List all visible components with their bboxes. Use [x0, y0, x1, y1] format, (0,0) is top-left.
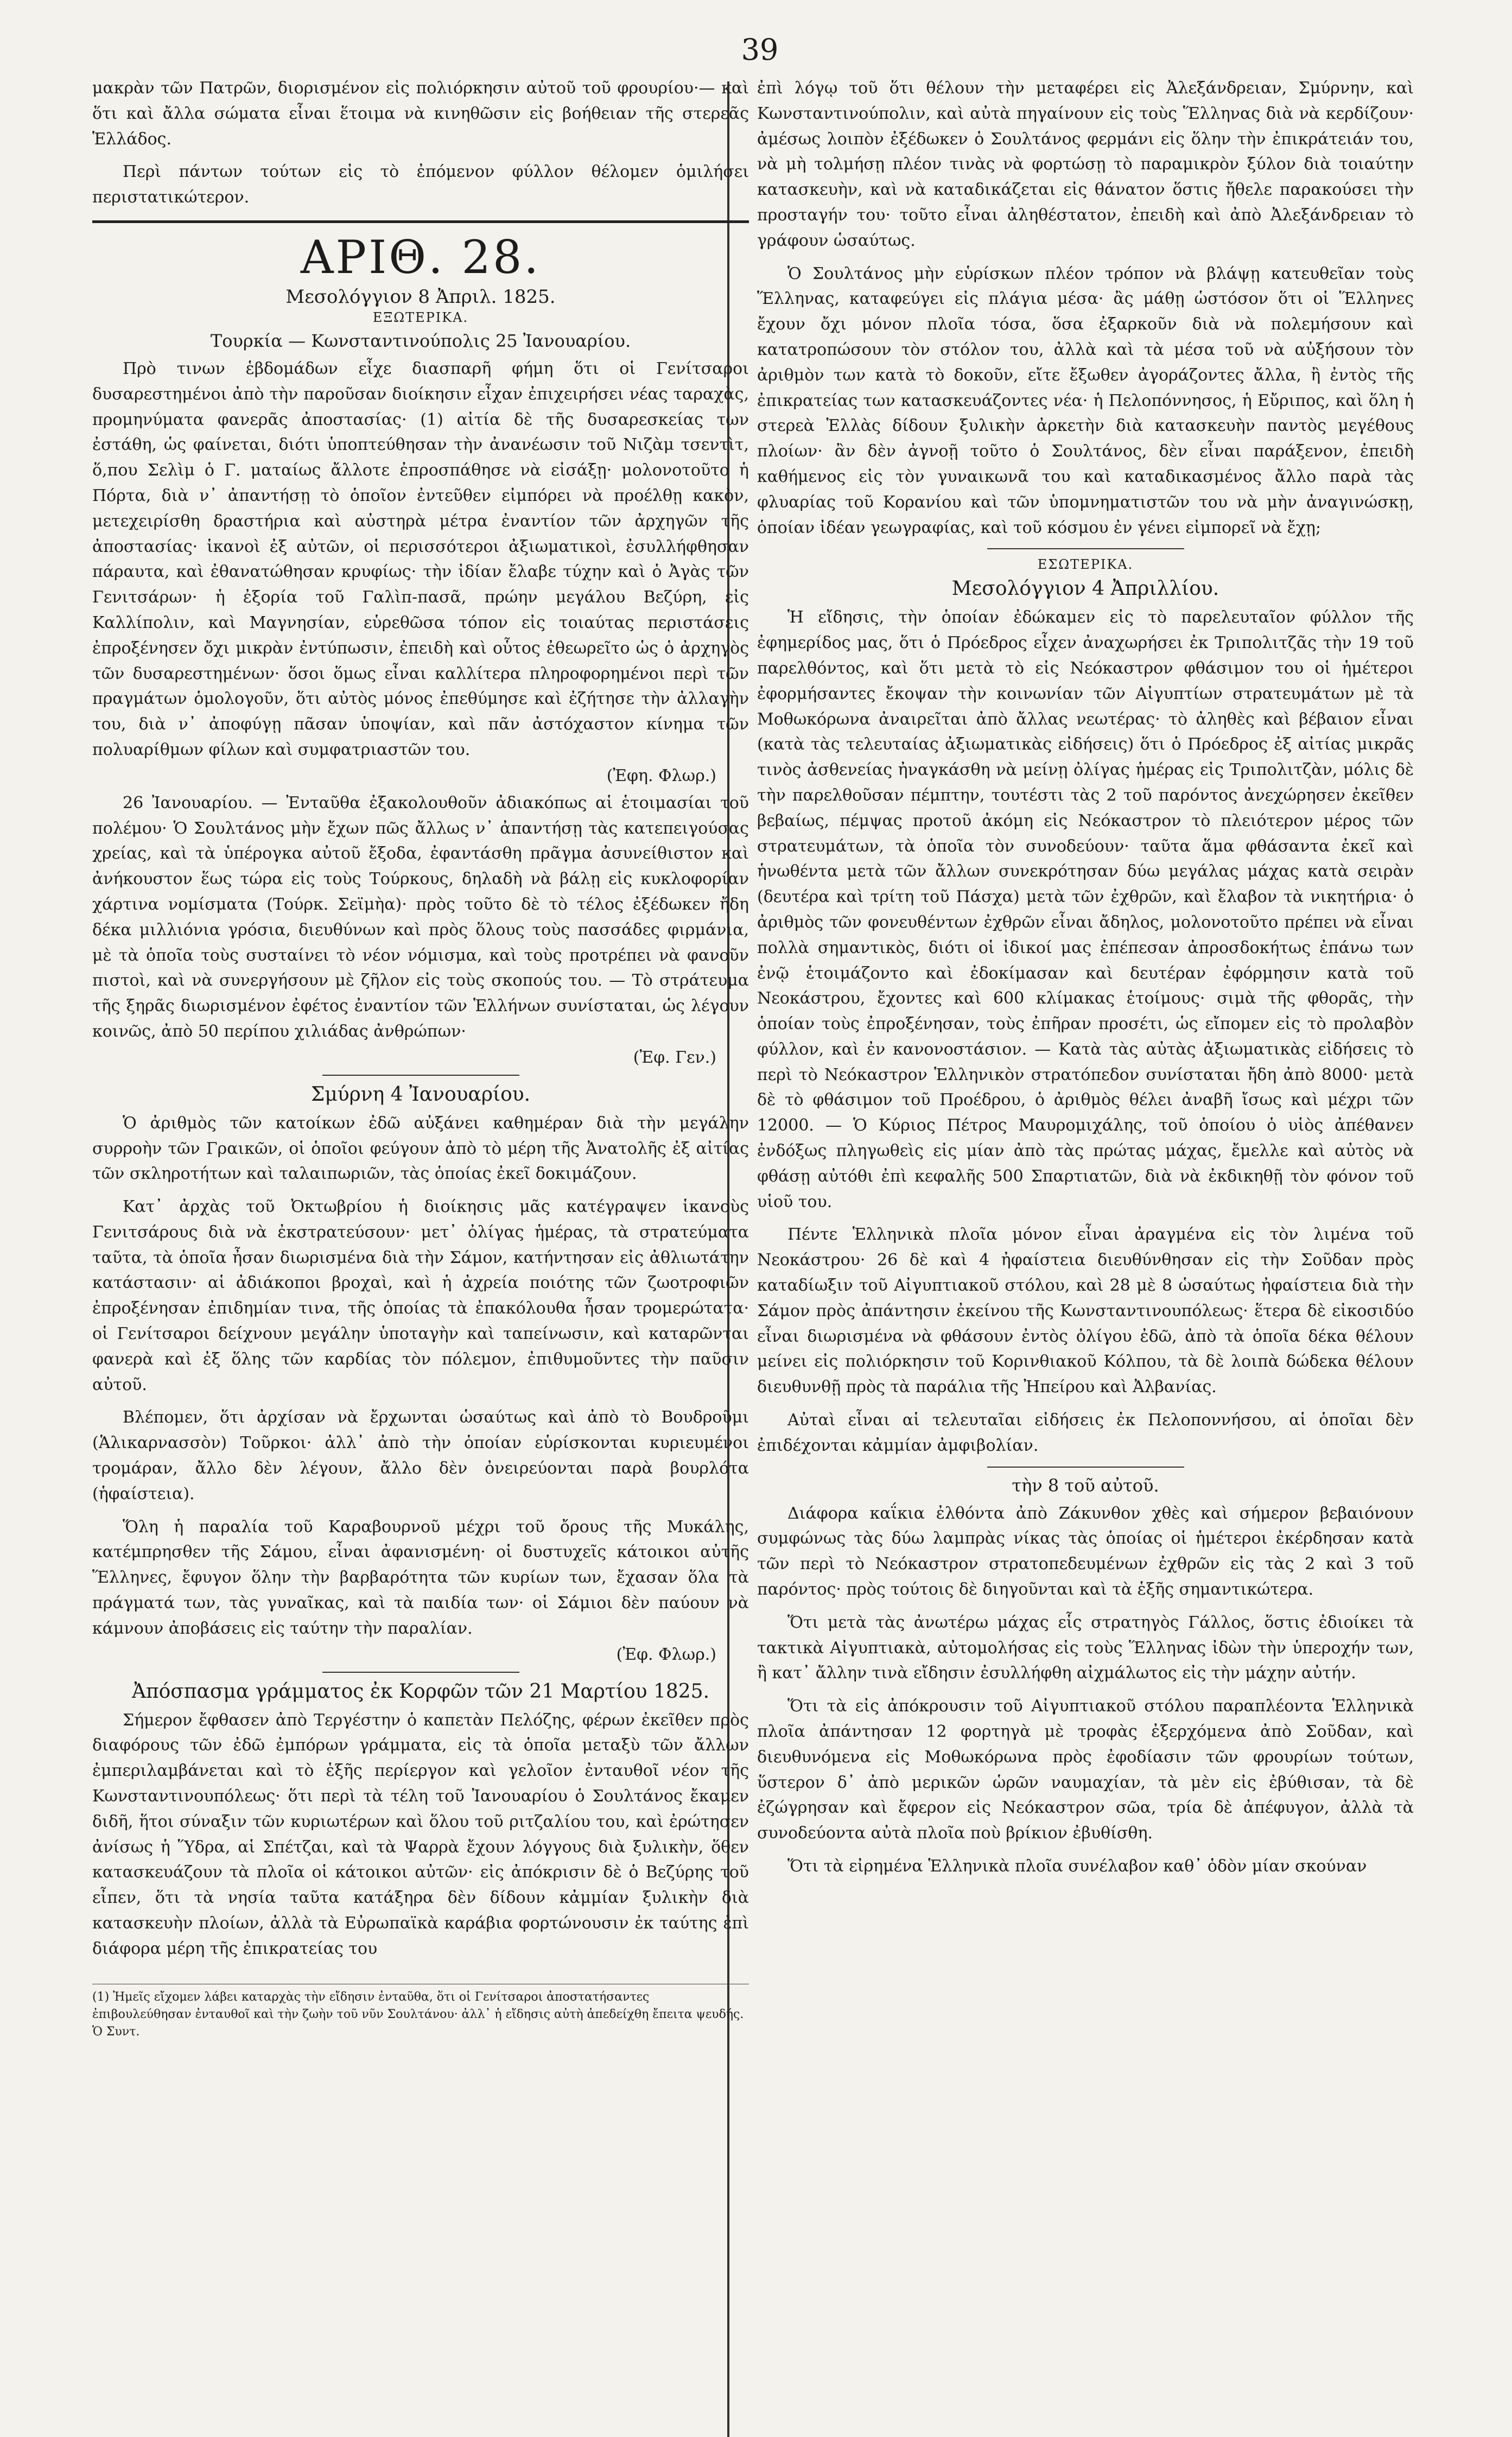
- article-paragraph: Ὅτι τὰ εἰρημένα Ἑλληνικὰ πλοῖα συνέλαβον καθ᾽ ὁδὸν μίαν σκούναν: [787, 1857, 1367, 1876]
- apr8-heading: τὴν 8 τοῦ αὐτοῦ.: [1012, 1475, 1159, 1496]
- issue-title: ΑΡΙΘ. 28.: [300, 230, 541, 284]
- article-paragraph: Ὅτι μετὰ τὰς ἀνωτέρω μάχας εἷς στρατηγὸς Γάλλος, ὅστις ἐδιοίκει τὰ τακτικὰ Αἰγυπτιακὰ, αὐτομολήσας εἰς τοὺς Ἕλληνας ἰδὼν τὴν ὑπεροχήν των, ἢ κατ᾽ ἄλλην τινὰ εἴδησιν ἐσυλλήφθη αἰχμάλωτος εἰς τὴν μάχην αὐτήν.: [757, 1613, 1414, 1683]
- right-column: [757, 76, 1414, 1887]
- article-paragraph: Σήμερον ἔφθασεν ἀπὸ Τεργέστην ὁ καπετὰν Πελόζης, φέρων ἐκεῖθεν πρὸς διαφόρους τῶν ἐδῶ ἐμπόρων γράμματα, εἰς τὰ ὁποῖα μεταξὺ τῶν ἄλλων ἐμπεριλαμβάνεται καὶ τὸ ἑξῆς περίεργον καὶ γελοῖον ἐνταυθοῖ νέον τῆς Κωνσταντινουπόλεως· ὅτι περὶ τὰ τέλη τοῦ Ἰανουαρίου ὁ Σουλτάνος ἔκαμεν διδῆ, ἥτοι σύναξιν τῶν κυριωτέρων καὶ ὅλου τοῦ ριτζαλίου του, καὶ ἐρώτησεν ἀνίσως ἡ Ὕδρα, αἱ Σπέτζαι, καὶ τὰ Ψαρρὰ ἔχουν λόγγους διὰ ξυλικὴν, ὅθεν κατασκευάζουν τὰ πλοῖα οἱ κάτοικοι αὐτῶν· εἰς ἀπόκρισιν δὲ ὁ Βεζύρης τοῦ εἶπεν, ὅτι τὰ νησία ταῦτα κατάξηρα δὲν δίδουν κἀμμίαν ξυλικὴν διὰ κατασκευὴν πλοίων, ἀλλὰ τὰ Εὐρωπαϊκὰ καράβια φορτώνουσιν ἐκ ταύτης ἐπὶ διάφορα μέρη τῆς ἐπικρατείας του: [92, 1710, 749, 1958]
- turkey-heading: Τουρκία — Κωνσταντινούπολις 25 Ἰανουαρίου.: [210, 330, 631, 351]
- footnote: (1) Ἠμεῖς εἴχομεν λάβει καταρχὰς τὴν εἴδησιν ἐνταῦθα, ὅτι οἱ Γενίτσαροι ἀποστατήσαντες ἐπιβουλεύθησαν ἐνταυθοῖ καὶ τὴν ζωὴν τοῦ νῦν Σουλτάνου· ἀλλ᾽ ἡ εἴδησις αὐτὴ ἀπεδείχθη ἔπειτα ψευδής. Ὁ Συντ.: [92, 1984, 749, 2041]
- section-foreign-heading: ΕΞΩΤΕΡΙΚΑ.: [372, 309, 469, 325]
- issue-dateline: Μεσολόγγιον 8 Ἀπριλ. 1825.: [285, 285, 556, 308]
- article-paragraph: Βλέπομεν, ὅτι ἀρχίσαν νὰ ἔρχωνται ὡσαύτως καὶ ἀπὸ τὸ Βουδροῦμι (Ἁλικαρνασσὸν) Τοῦρκοι· ἀλλ᾽ ἀπὸ τὴν ὁποίαν εὑρίσκονται κυριευμένοι τρομάραν, ἄλλο δὲν λέγουν, ἄλλο δὲν ὀνειρεύονται παρὰ βουρλότα (ἡφαίστεια).: [92, 1408, 749, 1503]
- source-citation: (Ἐφ. Φλωρ.): [616, 1645, 716, 1664]
- article-paragraph: 26 Ἰανουαρίου. — Ἐνταῦθα ἐξακολουθοῦν ἀδιακόπως αἱ ἑτοιμασίαι τοῦ πολέμου· Ὁ Σουλτάνος μὴν ἔχων πῶς ἄλλως ν᾽ ἀπαντήσῃ τὰς κατεπειγούσας χρείας, καὶ τὰ ὑπέρογκα αὐτοῦ ἔξοδα, ἐφαντάσθη πρᾶγμα ἀσυνείθιστον καὶ ἀνήκουστον ἕως τώρα εἰς τοὺς Τούρκους, δηλαδὴ νὰ βάλῃ εἰς κυκλοφορίαν χάρτινα νομίσματα (Τούρκ. Σεϊμὴα)· πρὸς τοῦτο δὲ τὸ τέλος ἐξέδωκεν ἤδη δέκα μιλλιόνια γρόσια, διευθύνων καὶ πρὸς ὅλους τοὺς πασσάδες φιρμάνια, μὲ τὰ ὁποῖα τοὺς συσταίνει τὸ νέον νόμισμα, καὶ τοὺς προτρέπει νὰ φανοῦν πιστοὶ, καὶ νὰ συνεργήσουν μὲ ζῆλον εἰς τοὺς σκοπούς του. — Τὸ στράτευμα τῆς ξηρᾶς διωρισμένον ἐφέτος ἐναντίον τῶν Ἑλλήνων συνίσταται, ὡς λέγουν κοινῶς, ἀπὸ 50 περίπου χιλιάδας ἀνθρώπων·: [92, 793, 749, 1041]
- intro-paragraph: Περὶ πάντων τούτων εἰς τὸ ἐπόμενον φύλλον θέλομεν ὁμιλήσει περιστατικώτερον.: [92, 162, 749, 207]
- divider: [987, 548, 1184, 549]
- article-paragraph: Αὐταὶ εἶναι αἱ τελευταῖαι εἰδήσεις ἐκ Πελοποννήσου, αἱ ὁποῖαι δὲν ἐπιδέχονται κἀμμίαν ἀμφιβολίαν.: [757, 1411, 1414, 1455]
- article-paragraph: Ὅλη ἡ παραλία τοῦ Καραβουρνοῦ μέχρι τοῦ ὄρους τῆς Μυκάλης, κατέμπρησθεν τῆς Σάμου, εἶναι ἀφανισμένη· οἱ δυστυχεῖς κάτοικοι αὐτῆς Ἕλληνες, ἔφυγον ὅλην τὴν βαρβαρότητα τῶν κυρίων των, ἔχασαν ὅλα τὰ πράγματά των, τὰς γυναῖκας, καὶ τὰ παιδία των· οἱ Σάμιοι δὲν παύουν νὰ κάμνουν ἀποβάσεις εἰς ταύτην τὴν παραλίαν.: [92, 1517, 749, 1638]
- section-domestic-heading: ΕΣΩΤΕΡΙΚΑ.: [1037, 557, 1134, 573]
- divider: [322, 1672, 519, 1673]
- left-column: [92, 76, 749, 2041]
- smyrna-heading: Σμύρνη 4 Ἰανουαρίου.: [310, 1083, 531, 1106]
- article-paragraph: Διάφορα καΐκια ἐλθόντα ἀπὸ Ζάκυνθον χθὲς καὶ σήμερον βεβαιόνουν συμφώνως τὰς δύω λαμπρὰς νίκας τὰς ὁποίας οἱ ἡμέτεροι ἐκέρδησαν κατὰ τῶν περὶ τὸ Νεόκαστρον στρατοπεδευμένων ἐχθρῶν εἰς τὰς 2 καὶ 3 τοῦ παρόντος· πρὸς τούτοις δὲ διηγοῦνται καὶ τὰ ἑξῆς σημαντικώτερα.: [757, 1503, 1414, 1600]
- source-citation: (Ἐφη. Φλωρ.): [606, 766, 716, 785]
- page-number: 39: [741, 33, 779, 67]
- section-rule: [92, 220, 749, 223]
- divider: [322, 1075, 519, 1076]
- article-paragraph: ἐπὶ λόγῳ τοῦ ὅτι θέλουν τὴν μεταφέρει εἰς Ἀλεξάνδρειαν, Σμύρνην, καὶ Κωνσταντινούπολιν, καὶ αὐτὰ πηγαίνουν εἰς τοὺς Ἕλληνας διὰ νὰ κερδίζουν· ἀμέσως λοιπὸν ἐξέδωκεν ὁ Σουλτάνος φερμάνι εἰς ὅλην τὴν ἐπικράτειάν του, νὰ μὴ τολμήσῃ πλέον τινὰς νὰ φορτώσῃ τὸ παραμικρὸν ξύλον διὰ τοιαύτην κατασκευὴν, καὶ νὰ καταδικάζεται εἰς θάνατον ὅστις ἤθελε παρακούσει τὴν προσταγήν του· τοῦτο εἶναι ἀληθέστατον, ἐπειδὴ καὶ ἀπὸ Ἀλεξάνδρειαν τὸ γράφουν ὡσαύτως.: [757, 79, 1414, 250]
- mesolongi-heading: Μεσολόγγιον 4 Ἀπριλλίου.: [951, 577, 1219, 600]
- corfu-heading: Ἀπόσπασμα γράμματος ἐκ Κορφῶν τῶν 21 Μαρτίου 1825.: [131, 1680, 710, 1703]
- article-paragraph: Ὅτι τὰ εἰς ἀπόκρουσιν τοῦ Αἰγυπτιακοῦ στόλου παραπλέοντα Ἑλληνικὰ πλοῖα ἀπάντησαν 12 φορτηγὰ μὲ τροφὰς ἐξερχόμενα ἀπὸ Σοῦδαν, καὶ διευθυνόμενα εἰς Μοθωκόρωνα πρὸς ἐφοδίασιν τῶν φρουρίων τούτων, ὕστερον δ᾽ ἀπὸ μερικῶν ὡρῶν ναυμαχίαν, τὰ μὲν εἰς ἐβύθισαν, τὰ δὲ ἐζώγρησαν καὶ ἔφερον εἰς Νεόκαστρον σῶα, τρία δὲ ἀπέφυγον, ἀλλὰ τὰ συνοδεύοντα αὐτὰ πλοῖα ποὺ βρίκιον ἐβυθίσθη.: [757, 1697, 1414, 1843]
- source-citation: (Ἐφ. Γεν.): [633, 1048, 716, 1067]
- divider: [987, 1467, 1184, 1468]
- article-paragraph: Ἡ εἴδησις, τὴν ὁποίαν ἐδώκαμεν εἰς τὸ παρελευταῖον φύλλον τῆς ἐφημερίδος μας, ὅτι ὁ Πρόεδρος εἶχεν ἀναχωρήσει ἐκ Τριπολιτζᾶς τὴν 19 τοῦ παρελθόντος, καὶ ὅτι μετὰ τὸ εἰς Νεόκαστρον φθάσιμον του οἱ ἡμέτεροι ἐφορμήσαντες ἔκοψαν τὴν κοινωνίαν τῶν Αἰγυπτίων στρατευμάτων μὲ τὰ Μοθωκόρωνα ἀναιρεῖται ἀπὸ ἄλλας νεωτέρας· τὸ ἀληθὲς καὶ βέβαιον εἶναι (κατὰ τὰς τελευταίας ἀξιωματικὰς εἰδήσεις) ὅτι ὁ Πρόεδρος ἐξ αἰτίας μικρᾶς τινὸς ἀσθενείας ἠναγκάσθη νὰ μείνῃ ὀλίγας ἡμέρας εἰς Τριπολιτζὰν, μόλις δὲ τὴν παρελθοῦσαν πέμπτην, τουτέστι τὰς 2 τοῦ παρόντος ἀνεχώρησεν ἐκεῖθεν βεβαίως, πέμψας προτοῦ ἀκόμη εἰς Νεόκαστρον τὸ πλειότερον μέρος τῶν στρατευμάτων, τὰ ὁποῖα τὸν συνοδεύουν· ταῦτα ἅμα φθάσαντα ἐκεῖ καὶ ἡνωθέντα μετὰ τῶν ἄλλων συνεκρότησαν δύω μεγάλας μάχας κατὰ σειρὰν (δευτέρα καὶ τρίτη τοῦ Πάσχα) μετὰ τῶν ἐχθρῶν, καὶ ἔλαβον τὰ νικητήρια· ὁ ἀριθμὸς τῶν φονευθέντων ἐχθρῶν εἶναι ἄδηλος, μολονοτοῦτο πρέπει νὰ εἶναι πολλὰ σημαντικὸς, διότι οἱ ἰδικοί μας ἐπέπεσαν ἀπροσδοκήτως ἐπάνω των ἐνῷ ἑτοιμάζοντο καὶ ἐδοκίμασαν καὶ δευτέραν ἐφόρμησιν κατὰ τοῦ Νεοκάστρου, ἔχοντες καὶ 600 κλίμακας ἑτοίμους· σιμὰ τῆς φθορᾶς, τὴν ὁποίαν τοὺς ἐπροξένησαν, τοὺς ἐπῆραν προσέτι, ὡς εἴπομεν εἰς τὸ προλαβὸν φύλλον, καὶ ἐν κανονοστάσιον. — Κατὰ τὰς αὐτὰς ἀξιωματικὰς εἰδήσεις τὸ περὶ τὸ Νεόκαστρον Ἑλληνικὸν στρατόπεδον συνίσταται ἤδη ἀπὸ 8000· μετὰ δὲ τὸ φθάσιμον τοῦ Προέδρου, ὁ ἀριθμὸς θέλει ἀναβῆ ἴσως καὶ μέχρι τῶν 12000. — Ὁ Κύριος Πέτρος Μαυρομιχάλης, τοῦ ὁποίου ὁ υἱὸς ἀπέθανεν ἐνδόξως πληγωθεὶς εἰς μίαν ἀπὸ τὰς πρώτας μάχας, ἔμελλε καὶ αὐτὸς νὰ φθάσῃ αὐτόθι ἐπὶ κεφαλῆς 500 Σπαρτιατῶν, διὰ νὰ ἐκδικηθῇ τὸν φόνον τοῦ υἱοῦ του.: [757, 608, 1414, 1211]
- article-paragraph: Πέντε Ἑλληνικὰ πλοῖα μόνον εἶναι ἀραγμένα εἰς τὸν λιμένα τοῦ Νεοκάστρου· 26 δὲ καὶ 4 ἠφαίστεια διευθύνθησαν εἰς τὴν Σοῦδαν πρὸς καταδίωξιν τοῦ Αἰγυπτιακοῦ στόλου, καὶ 28 μὲ 8 ὡσαύτως ἠφαίστεια διὰ τὴν Σάμον πρὸς ἀπάντησιν ἐκείνου τῆς Κωνσταντινουπόλεως· ἕτερα δὲ εἰκοσιδύο εἶναι διωρισμένα νὰ φθάσουν ἐντὸς ὀλίγου ἐδῶ, ἀπὸ τὰ ὁποῖα δέκα θέλουν μείνει εἰς πολιόρκησιν τοῦ Κορινθιακοῦ Κόλπου, τὰ δὲ λοιπὰ δώδεκα θέλουν διευθυνθῇ πρὸς τὰ παράλια τῆς Ἠπείρου καὶ Ἀλβανίας.: [757, 1225, 1414, 1397]
- article-paragraph: Κατ᾽ ἀρχὰς τοῦ Ὀκτωβρίου ἡ διοίκησις μᾶς κατέγραψεν ἱκανοὺς Γενιτσάρους διὰ νὰ ἐκστρατεύσουν· μετ᾽ ὀλίγας ἡμέρας, τὰ στρατεύματα ταῦτα, τὰ ὁποῖα ἦσαν διωρισμένα διὰ τὴν Σάμον, κατήντησαν εἰς ἀθλιωτάτην κατάστασιν· αἱ ἀδιάκοποι βροχαὶ, καὶ ἡ ἀχρεία ποιότης τῶν ζωοτροφιῶν ἐπροξένησαν ἐπιδημίαν τινα, τῆς ὁποίας τὰ ἐπακόλουθα ἦσαν τρομερώτατα· οἱ Γενίτσαροι δείχνουν μεγάλην ὑποταγὴν καὶ ταπείνωσιν, καὶ καταρῶνται φανερὰ καὶ ἐξ ὅλης τῶν καρδίας τὸν πόλεμον, ἐπιθυμοῦντες τὴν παῦσιν αὐτοῦ.: [92, 1197, 749, 1394]
- article-paragraph: Ὁ Σουλτάνος μὴν εὑρίσκων πλέον τρόπον νὰ βλάψῃ κατευθεῖαν τοὺς Ἕλληνας, καταφεύγει εἰς πλάγια μέσα· ἂς μάθῃ ὡστόσον ὅτι οἱ Ἕλληνες ἔχουν ὄχι μόνον πλοῖα τόσα, ὅσα ἐξαρκοῦν διὰ νὰ πολεμήσουν καὶ κατατροπώσουν τὸν στόλον του, ἀλλὰ καὶ τὰ μέσα τοῦ νὰ αὐξήσουν τὸν ἀριθμὸν των κατὰ τὸ δοκοῦν, εἴτε ἔξωθεν ἀγοράζοντες ἄλλα, ἢ ἐντὸς τῆς ἐπικρατείας των κατασκευάζοντες νέα· ἡ Πελοπόννησος, ἡ Εὔριπος, καὶ ὅλη ἡ στερεὰ Ἑλλὰς δίδουν ξυλικὴν ἀρκετὴν διὰ κατασκευὴν παντὸς μεγέθους πλοίων· ἂν δὲν ἀγνοῇ τοῦτο ὁ Σουλτάνος, δὲν εἶναι παράξενον, ἐπειδὴ καθήμενος εἰς τὸν γυναικωνᾶ του καὶ καταδικασμένος ἄλλο παρὰ τὰς φλυαρίας τοῦ Κορανίου καὶ τῶν ὑπομνηματιστῶν του νὰ μὴν ἀναγινώσκῃ, ὁποίαν ἰδέαν γεωγραφίας, καὶ τοῦ κόσμου ἐν γένει εἰμπορεῖ νὰ ἔχῃ;: [757, 264, 1414, 537]
- intro-paragraph: μακρὰν τῶν Πατρῶν, διορισμένον εἰς πολιόρκησιν αὐτοῦ τοῦ φρουρίου·— καὶ ὅτι καὶ ἄλλα σώματα εἶναι ἕτοιμα νὰ κινηθῶσιν εἰς βοήθειαν τῆς στερεᾶς Ἑλλάδος.: [92, 79, 749, 149]
- article-paragraph: Ὁ ἀριθμὸς τῶν κατοίκων ἐδῶ αὐξάνει καθημέραν διὰ τὴν μεγάλην συρροὴν τῶν Γραικῶν, οἱ ὁποῖοι φεύγουν ἀπὸ τὸ μέρη τῆς Ἀνατολῆς ἐξ αἰτίας τῶν σκληροτήτων καὶ ταλαιπωριῶν, τὰς ὁποίας ἐκεῖ δοκιμάζουν.: [92, 1113, 749, 1184]
- article-paragraph: Πρὸ τινων ἑβδομάδων εἶχε διασπαρῆ φήμη ὅτι οἱ Γενίτσαροι δυσαρεστημένοι ἀπὸ τὴν παροῦσαν διοίκησιν εἶχαν ἐπιχειρήσει νέας ταραχὰς, προμηνύματα φανερᾶς ἀποστασίας· (1) αἰτία δὲ τῆς δυσαρεσκείας των ἐστάθη, ὡς φαίνεται, διότι ὑποπτεύθησαν τὴν ἀνανέωσιν τοῦ Νιζὰμ τσεντὶτ, ὅ,που Σελὶμ ὁ Γ. ματαίως ἄλλοτε ἐπροσπάθησε νὰ εἰσάξῃ· μολονοτοῦτο ἡ Πόρτα, διὰ ν᾽ ἀπαντήσῃ τὸ ὁποῖον ἐντεῦθεν εἰμπόρει νὰ προέλθῃ κακὸν, μετεχειρίσθη δραστήρια καὶ αὐστηρὰ μέτρα ἐναντίον τῶν ἀρχηγῶν τῆς ἀποστασίας· ἱκανοὶ ἐξ αὐτῶν, οἱ περισσότεροι ἀξιωματικοὶ, ἐσυλλήφθησαν πάραυτα, καὶ ἐθανατώθησαν κρυφίως· τὴν ἰδίαν ἔλαβε τύχην καὶ ὁ Ἀγὰς τῶν Γενιτσάρων· ἡ ἐξορία τοῦ Γαλὶπ-πασᾶ, πρώην μεγάλου Βεζύρη, εἰς Καλλίπολιν, καὶ Μαγνησίαν, εὑρεθῶσα τόπον εἰς τοιαύτας περιστάσεις ἐπροξένησεν ὄχι μικρὰν ἐντύπωσιν, ἐπειδὴ καὶ οὗτος ἐθεωρεῖτο ὡς ὁ ἀρχηγὸς τῶν δυσαρεστημένων· ὅσοι ὅμως εἶναι καλλίτερα πληροφορημένοι περὶ τῶν πραγμάτων ὁμολογοῦν, ὅτι αὐτὸς μόνος ἐπεθύμησε καὶ ἐζήτησε τὴν ἀλλαγὴν του, διὰ ν᾽ ἀποφύγῃ πᾶσαν ὑποψίαν, καὶ πᾶν ἀστόχαστον κίνημα τῶν πολυαρίθμων φίλων καὶ συμφατριαστῶν του.: [92, 359, 749, 759]
